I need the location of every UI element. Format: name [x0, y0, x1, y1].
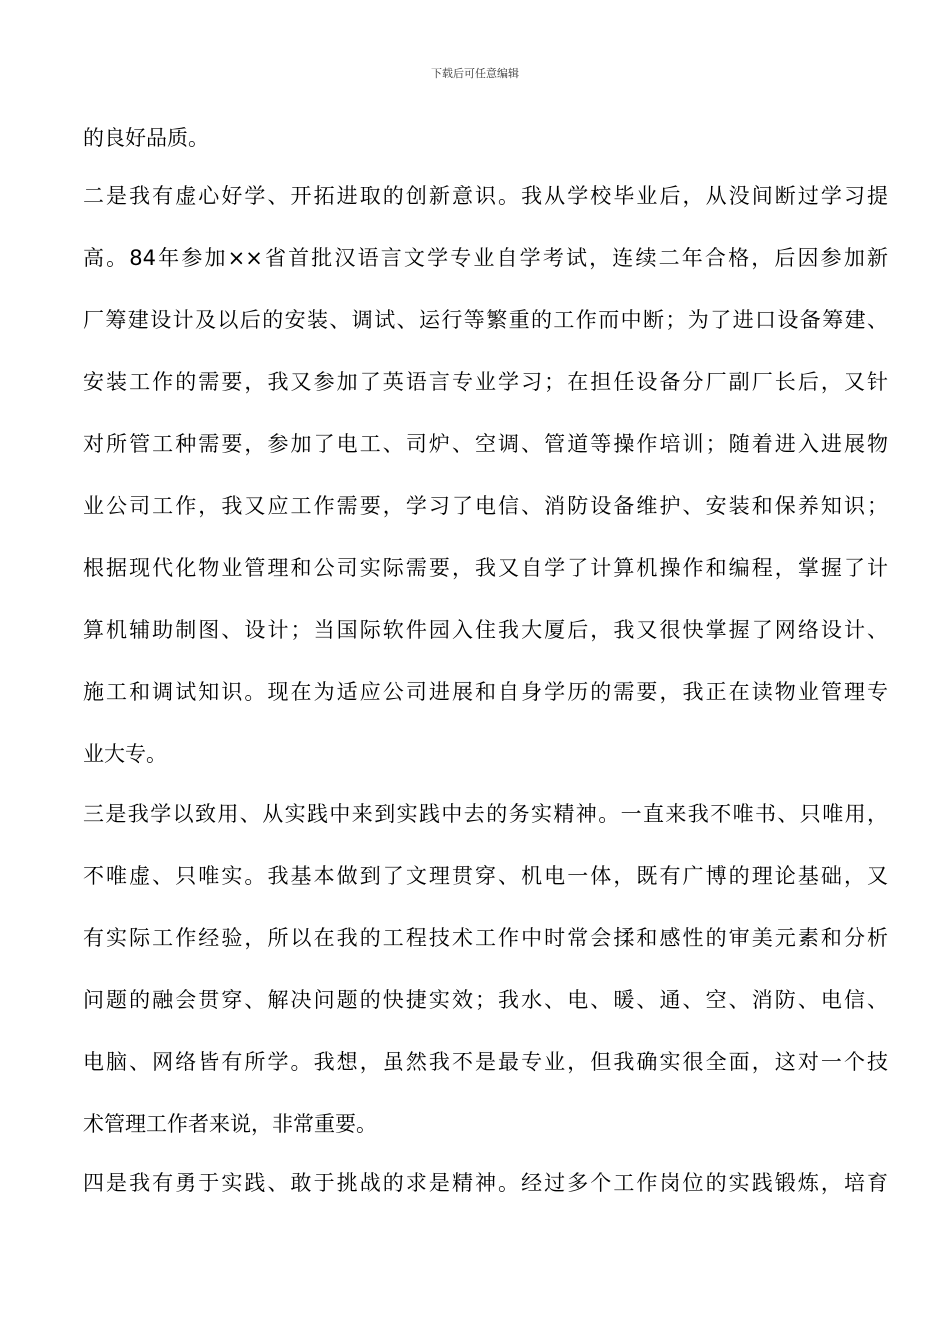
text-line: 电脑、网络皆有所学。我想，虽然我不是最专业，但我确实很全面，这对一个技 — [83, 1050, 888, 1074]
text-line: 术管理工作者来说，非常重要。 — [83, 1112, 377, 1136]
text-line: 二是我有虚心好学、开拓进取的创新意识。我从学校毕业后，从没间断过学习提 — [83, 184, 888, 208]
text-line: 业大专。 — [83, 742, 167, 766]
text-line: 安装工作的需要，我又参加了英语言专业学习；在担任设备分厂副厂长后，又针 — [83, 370, 888, 394]
page-header: 下载后可任意编辑 — [431, 67, 519, 80]
text-line: 有实际工作经验，所以在我的工程技术工作中时常会揉和感性的审美元素和分析 — [83, 926, 888, 950]
text-line: 四是我有勇于实践、敢于挑战的求是精神。经过多个工作岗位的实践锻炼，培育 — [83, 1171, 888, 1195]
text-line: 厂筹建设计及以后的安装、调试、运行等繁重的工作而中断；为了进口设备筹建、 — [83, 308, 888, 332]
text-line: 根据现代化物业管理和公司实际需要，我又自学了计算机操作和编程，掌握了计 — [83, 556, 888, 580]
text-line: 的良好品质。 — [83, 126, 209, 150]
text-line: 算机辅助制图、设计；当国际软件园入住我大厦后，我又很快掌握了网络设计、 — [83, 618, 888, 642]
text-line: 问题的融会贯穿、解决问题的快捷实效；我水、电、暖、通、空、消防、电信、 — [83, 988, 888, 1012]
text-line: 对所管工种需要，参加了电工、司炉、空调、管道等操作培训；随着进入进展物 — [83, 432, 888, 456]
text-line: 高。84年参加××省首批汉语言文学专业自学考试，连续二年合格，后因参加新 — [83, 246, 888, 270]
text-line: 三是我学以致用、从实践中来到实践中去的务实精神。一直来我不唯书、只唯用， — [83, 802, 888, 826]
text-line: 施工和调试知识。现在为适应公司进展和自身学历的需要，我正在读物业管理专 — [83, 680, 888, 704]
text-line: 不唯虚、只唯实。我基本做到了文理贯穿、机电一体，既有广博的理论基础，又 — [83, 864, 888, 888]
text-line: 业公司工作，我又应工作需要，学习了电信、消防设备维护、安装和保养知识； — [83, 494, 888, 518]
